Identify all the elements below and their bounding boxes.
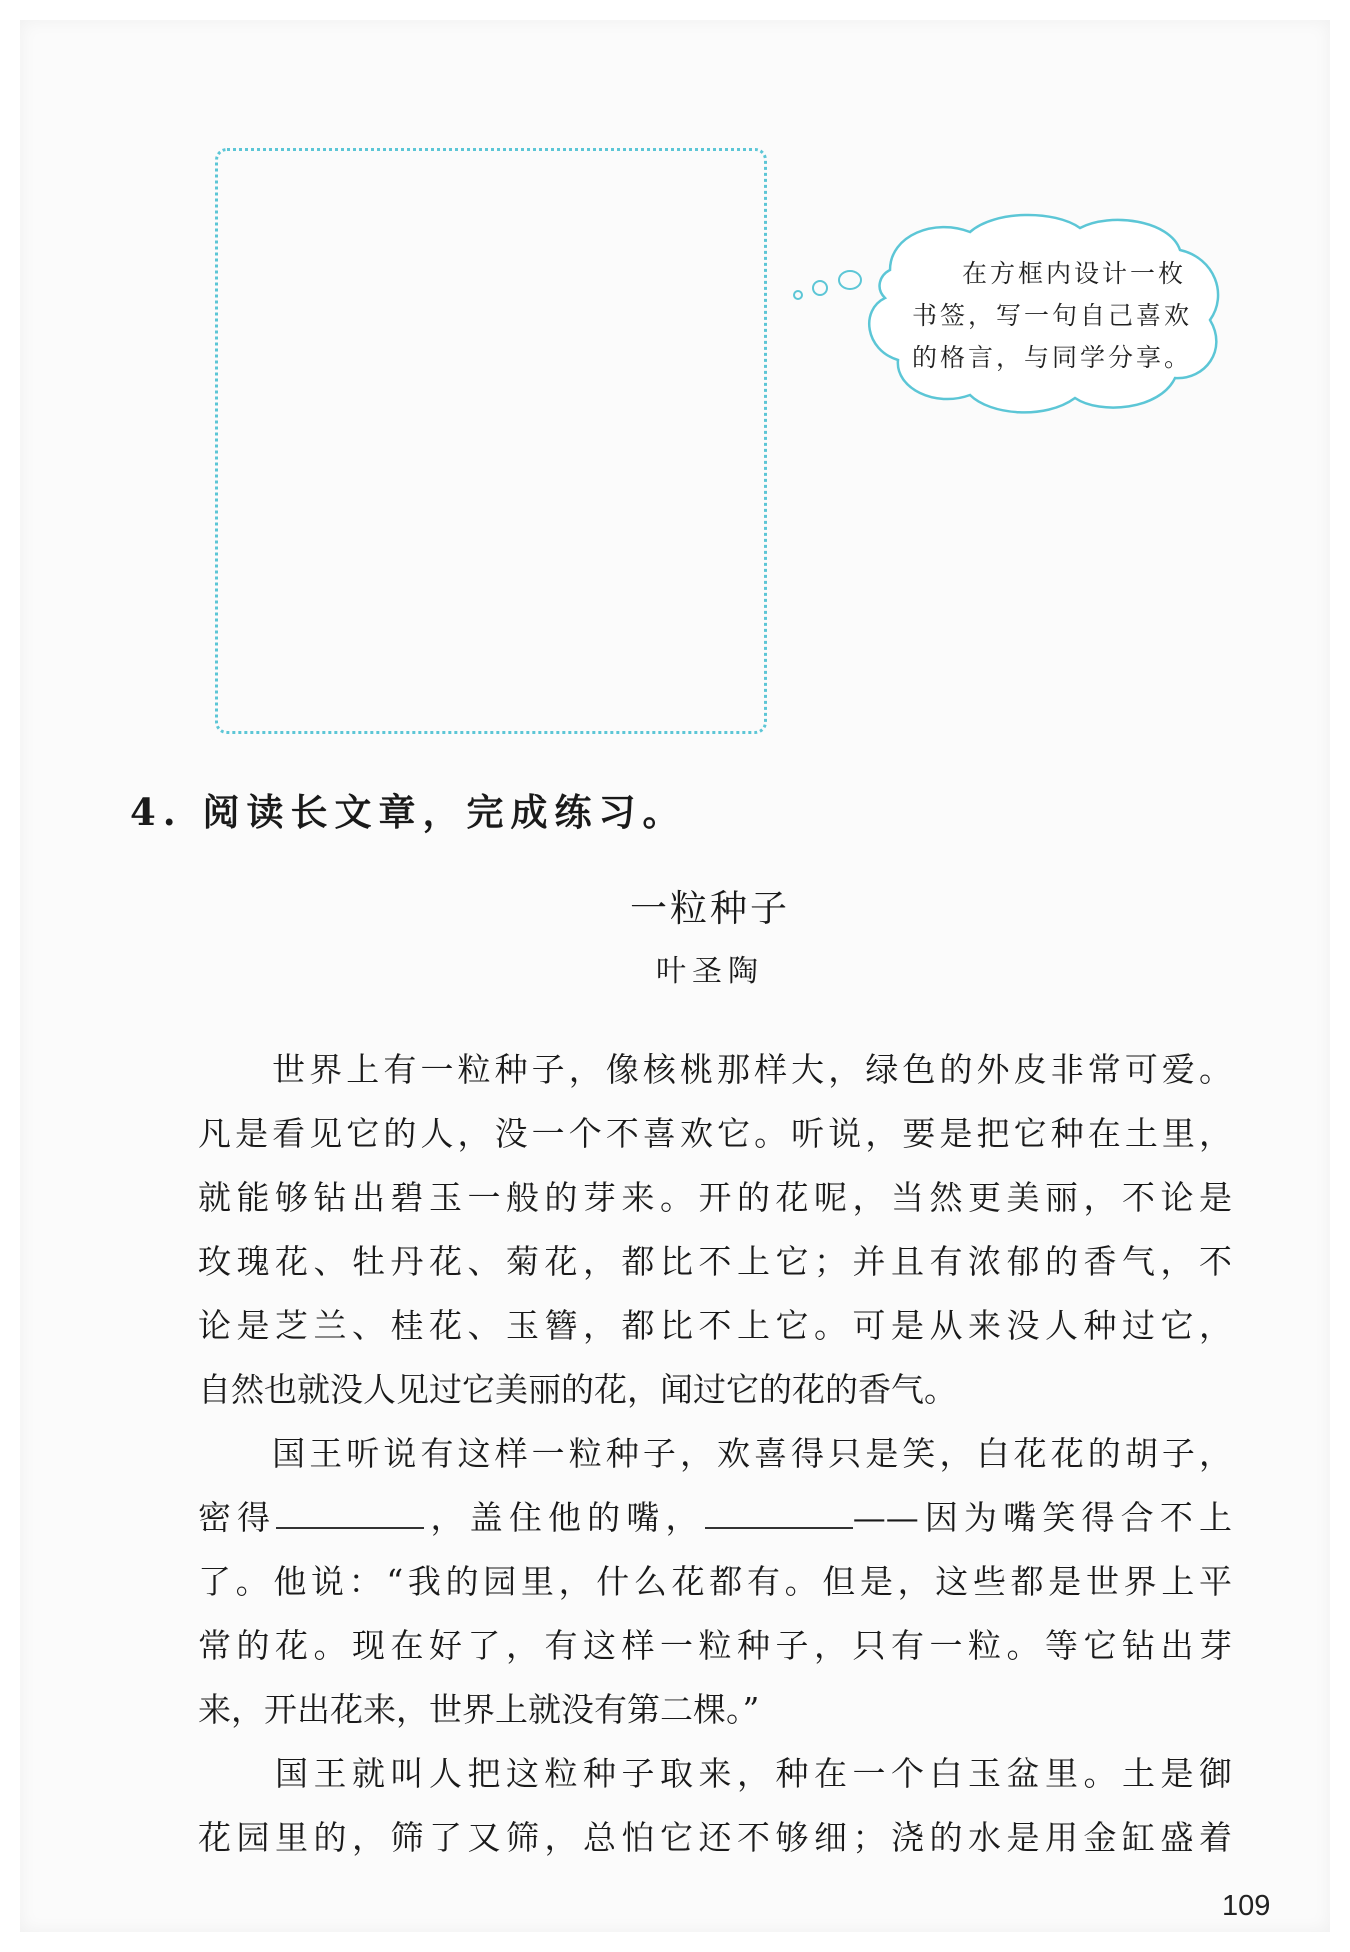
blank-text-3: ——因为嘴笑得合不上 <box>852 1498 1233 1537</box>
bubble-line-1: 在方框内设计一枚 <box>962 259 1187 288</box>
article-body <box>198 1038 1232 1870</box>
article-line: 就能够钻出碧玉一般的芽来。开的花呢，当然更美丽，不论是 <box>198 1178 1232 1217</box>
bookmark-design-box[interactable] <box>215 148 767 734</box>
article-line: 常的花。现在好了，有这样一粒种子，只有一粒。等它钻出芽 <box>198 1626 1232 1665</box>
bubble-line-3: 的格言，与同学分享。 <box>912 343 1193 372</box>
page-number: 109 <box>1222 1890 1271 1922</box>
article-line: 了。他说：“我的园里，什么花都有。但是，这些都是世界上平 <box>198 1562 1232 1601</box>
fill-blank-line <box>198 1486 1232 1550</box>
blank-text-1: 密得 <box>198 1498 277 1537</box>
thought-bubble <box>850 210 1230 420</box>
article-line: 国王听说有这样一粒种子，欢喜得只是笑，白花花的胡子， <box>198 1434 1232 1473</box>
question-heading: 4. 阅读长文章，完成练习。 <box>130 790 687 834</box>
article-line: 花园里的，筛了又筛，总怕它还不够细；浇的水是用金缸盛着 <box>198 1818 1232 1857</box>
article-line: 自然也就没人见过它美丽的花，闻过它的花的香气。 <box>198 1370 957 1409</box>
answer-blank-1[interactable] <box>276 1497 424 1529</box>
article-title: 一粒种子 <box>630 887 790 930</box>
article-line: 来，开出花来，世界上就没有第二棵。” <box>198 1690 760 1729</box>
bubble-line-2: 书签，写一句自己喜欢 <box>912 301 1193 330</box>
article-line: 玫瑰花、牡丹花、菊花，都比不上它；并且有浓郁的香气，不 <box>198 1242 1232 1281</box>
article-line: 凡是看见它的人，没一个不喜欢它。听说，要是把它种在土里， <box>198 1114 1232 1153</box>
article-author: 叶圣陶 <box>656 954 764 989</box>
answer-blank-2[interactable] <box>705 1497 853 1529</box>
blank-text-2: ，盖住他的嘴， <box>424 1498 705 1537</box>
article-line: 国王就叫人把这粒种子取来，种在一个白玉盆里。土是御 <box>198 1754 1232 1793</box>
thought-bubble-text <box>912 253 1212 379</box>
article-line: 世界上有一粒种子，像核桃那样大，绿色的外皮非常可爱。 <box>198 1050 1232 1089</box>
article-line: 论是芝兰、桂花、玉簪，都比不上它。可是从来没人种过它， <box>198 1306 1232 1345</box>
